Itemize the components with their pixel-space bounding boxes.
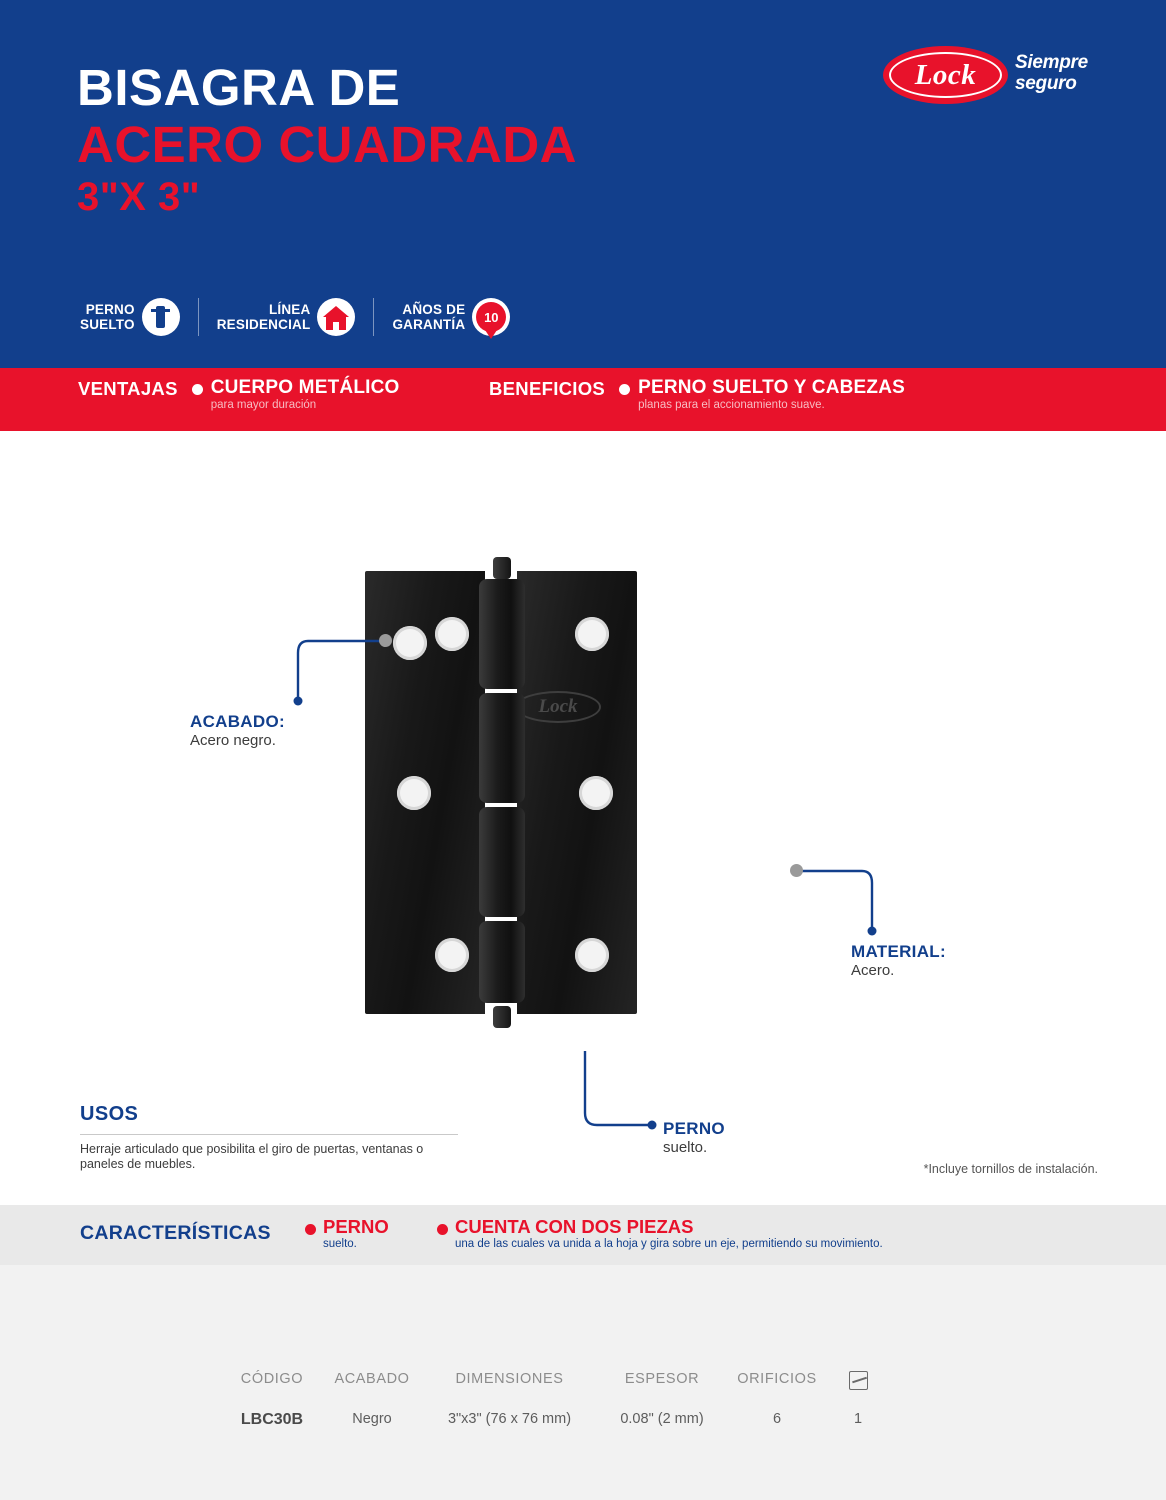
specs-table-area: [0, 1265, 1166, 1500]
callout-leader-lines: [0, 431, 1166, 1211]
table-row: [222, 1411, 889, 1429]
logo-tagline: [1015, 52, 1088, 94]
callout-anchor-material: [790, 864, 803, 877]
callout-acabado: [190, 712, 285, 749]
beneficios-group: [489, 377, 905, 412]
warranty-years-value: 10: [476, 302, 506, 332]
bullet-dot-icon: [192, 384, 203, 395]
cell-dimensiones: 3"x3" (76 x 76 mm): [447, 1411, 572, 1427]
usos-section: [80, 1103, 470, 1172]
bullet-dot-icon: [437, 1224, 448, 1235]
callout-acabado-sub: Acero negro.: [190, 732, 276, 749]
ventajas-group: [78, 377, 400, 412]
cell-espesor: 0.08" (2 mm): [620, 1411, 704, 1427]
caracteristica-item-dos-piezas: [437, 1217, 883, 1251]
caracteristica-1-sub: una de las cuales va unida a la hoja y gira sobre un eje, permitiendo su movimiento.: [455, 1238, 883, 1250]
page-title: [77, 60, 577, 220]
house-icon: [317, 298, 355, 336]
loose-pin-icon: [142, 298, 180, 336]
cell-acabado: Negro: [352, 1411, 392, 1427]
callout-material-sub: Acero.: [851, 962, 895, 979]
usos-title: USOS: [80, 1103, 139, 1125]
benefits-bar: [0, 368, 1166, 431]
brand-logo: [883, 42, 1098, 114]
col-header-codigo: CÓDIGO: [240, 1371, 304, 1387]
title-line-1: BISAGRA DE: [77, 59, 401, 116]
col-header-orificios: ORIFICIOS: [737, 1371, 817, 1387]
col-header-espesor: ESPESOR: [624, 1371, 700, 1387]
title-line-2: ACERO CUADRADA: [77, 116, 577, 173]
feature-garantia: [392, 298, 510, 336]
callout-perno: [663, 1119, 725, 1156]
feature-2-line1: AÑOS DE: [402, 302, 466, 317]
usos-text: Herraje articulado que posibilita el giro de puertas, ventanas o paneles de muebles.: [80, 1142, 424, 1171]
specs-table: [222, 1371, 889, 1429]
callout-material-title: MATERIAL:: [851, 942, 946, 961]
logo-tagline-line1: Siempre: [1015, 52, 1088, 73]
callout-material: [851, 942, 946, 979]
callout-perno-title: PERNO: [663, 1119, 725, 1138]
feature-icons-row: [80, 288, 510, 346]
caracteristica-1-main: CUENTA CON DOS PIEZAS: [455, 1216, 694, 1237]
logo-tagline-line2: seguro: [1015, 73, 1077, 94]
beneficios-label: BENEFICIOS: [489, 378, 606, 399]
installation-note: *Incluye tornillos de instalación.: [923, 1162, 1098, 1176]
logo-oval-icon: [883, 46, 1008, 104]
caracteristica-item-perno: [305, 1217, 389, 1251]
ventajas-main: CUERPO METÁLICO: [210, 377, 400, 398]
bullet-dot-icon: [619, 384, 630, 395]
table-header-row: [222, 1371, 889, 1394]
col-header-dimensiones: DIMENSIONES: [455, 1371, 564, 1387]
feature-perno-suelto: [80, 298, 180, 336]
feature-2-line2: GARANTÍA: [392, 317, 466, 332]
feature-1-line2: RESIDENCIAL: [216, 317, 311, 332]
logo-wordmark: Lock: [914, 58, 977, 91]
cell-empaque: 1: [853, 1411, 863, 1427]
col-header-acabado: ACABADO: [334, 1371, 410, 1387]
divider: [198, 298, 199, 336]
caracteristica-0-sub: suelto.: [323, 1238, 357, 1250]
cell-orificios: 6: [772, 1411, 782, 1427]
feature-0-line2: SUELTO: [80, 317, 135, 332]
beneficios-main: PERNO SUELTO Y CABEZAS: [638, 377, 906, 398]
feature-linea-residencial: [217, 298, 356, 336]
callout-anchor-acabado: [379, 634, 392, 647]
divider: [80, 1134, 458, 1135]
warranty-medal-icon: [472, 298, 510, 336]
beneficios-sub: planas para el accionamiento suave.: [638, 399, 825, 411]
feature-0-line1: PERNO: [85, 302, 135, 317]
cell-codigo: LBC30B: [240, 1411, 304, 1428]
caracteristicas-bar: [0, 1205, 1166, 1265]
header-banner: [0, 0, 1166, 368]
caracteristicas-label: CARACTERÍSTICAS: [80, 1222, 271, 1244]
hinge-brandmark: Lock: [515, 691, 601, 723]
title-line-3: 3"X 3": [77, 175, 201, 219]
box-icon: [849, 1371, 868, 1390]
callout-acabado-title: ACABADO:: [190, 712, 285, 731]
callout-perno-sub: suelto.: [663, 1139, 708, 1156]
bullet-dot-icon: [305, 1224, 316, 1235]
product-illustration-area: [0, 431, 1166, 1211]
caracteristica-0-main: PERNO: [323, 1216, 389, 1237]
divider: [373, 298, 374, 336]
ventajas-sub: para mayor duración: [210, 399, 317, 411]
feature-1-line1: LÍNEA: [268, 302, 311, 317]
ventajas-label: VENTAJAS: [78, 378, 178, 399]
